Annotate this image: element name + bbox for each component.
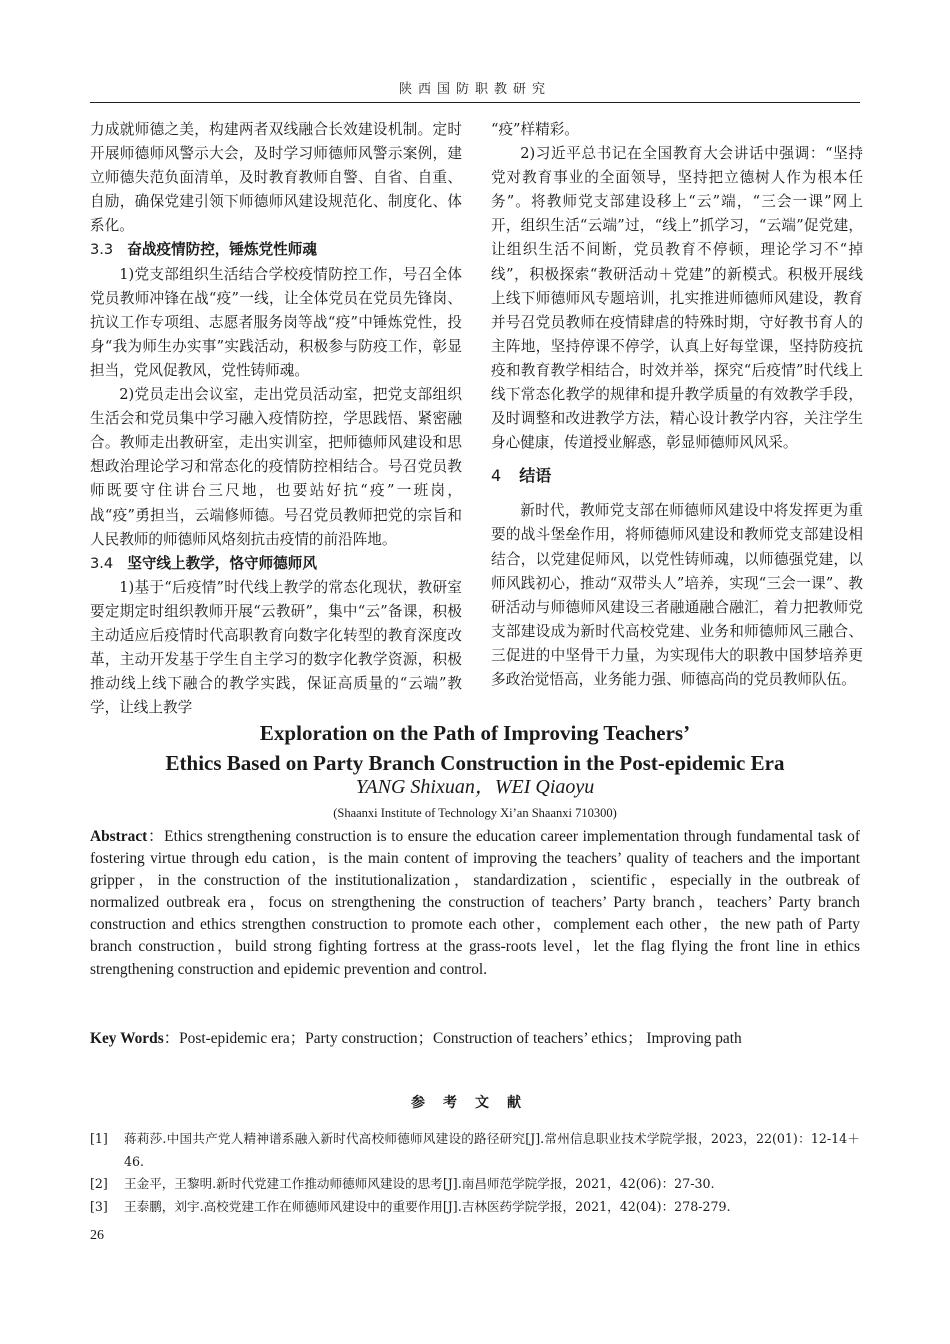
section-number: 3.3 bbox=[90, 241, 114, 259]
english-title bbox=[90, 718, 860, 778]
section-title: 奋战疫情防控，锤炼党性师魂 bbox=[127, 241, 317, 259]
keywords-label: Key Words bbox=[90, 1030, 164, 1047]
paragraph: 新时代，教师党支部在师德师风建设中将发挥更为重要的战斗堡垒作用，将师德师风建设和教师党支部建设相结合，以党建促师风，以党性铸师魂，以师德强党建，以师风践初心，推动“双带头人”培养，实现“三会一课”、教研活动与师德师风建设三者融通融合融汇，着力把教师党支部建设成为新时代高校党建、业务和师德师风三融合、三促进的中坚骨干力量，为实现伟大的职教中国梦培养更多政治觉悟高，业务能力强、师德高尚的党员教师队伍。 bbox=[491, 502, 863, 688]
reference-number: [3] bbox=[90, 1198, 108, 1214]
section-title: 结语 bbox=[519, 466, 552, 486]
abstract-text: ：Ethics strengthening construction is to ensure the education career implementation through fundamental task of fostering virtue through edu cation，is the main content of improving the teachers’ quality of teachers and the important gripper，in the construction of the institutionalization，standardization，scientific，especially in the outbreak of normalized outbreak era，focus on strengthening the construction of teachers’ Party branch，teachers’ Party branch construction and ethics strengthen construction to promote each other，complement each other，the new path of Party branch construction，build strong fighting fortress at the grass-roots level，let the flag flying the front line in ethics strengthening construction and epidemic prevention and control. bbox=[90, 828, 860, 978]
paragraph: 1)党支部组织生活结合学校疫情防控工作，号召全体党员教师冲锋在战“疫”一线，让全体党员在党员先锋岗、抗议工作专项组、志愿者服务岗等战“疫”中锤炼党性，投身“我为师生办实事”实践活动，积极参与防疫工作，彰显担当，党风促教风，党性铸师魂。 bbox=[90, 265, 462, 379]
section-number: 3.4 bbox=[90, 554, 114, 572]
reference-item bbox=[90, 1173, 860, 1196]
english-title-line-1: Exploration on the Path of Improving Teachers’ bbox=[259, 721, 691, 745]
paragraph: “疫”样精彩。 bbox=[491, 121, 579, 138]
reference-number: [2] bbox=[90, 1176, 108, 1191]
paragraph: 2)习近平总书记在全国教育大会讲话中强调：“坚持党对教育事业的全面领导，坚持把立德树人作为根本任务”。将教师党支部建设移上“云”端，“三会一课”网上开，组织生活“云端”过，“线上”抓学习，“云端”促党建，让组织生活不间断，党员教育不停顿，理论学习不“掉线”，积极探索“教研活动＋党建”的新模式。积极开展线上线下师德师风专题培训，扎实推进师德师风建设，教育并号召党员教师在疫情肆虐的特殊时期，守好教书育人的主阵地，坚持停课不停学，认真上好每堂课，坚持防疫抗疫和教育教学相结合，时效并举，探究“后疫情”时代线上线下常态化教学的规律和提升教学质量的有效教学手段，及时调整和改进教学方法，精心设计教学内容，关注学生身心健康，传道授业解惑，彰显师德师风风采。 bbox=[491, 145, 863, 452]
reference-list bbox=[90, 1128, 860, 1218]
english-keywords bbox=[90, 1028, 860, 1050]
english-authors: YANG Shixuan，WEI Qiaoyu bbox=[355, 776, 595, 798]
paragraph: 1)基于“后疫情”时代线上教学的常态化现状，教研室要定期定时组织教师开展“云教研”，集中“云”备课，积极主动适应后疫情时代高职教育向数字化转型的教育深度改革，主动开发基于学生自主学习的数字化教学资源，积极推动线上线下融合的教学实践，保证高质量的“云端”教学，让线上教学 bbox=[90, 578, 462, 717]
reference-text: 王金平，王黎明.新时代党建工作推动师德师风建设的思考[J].南昌师范学院学报，2021，42(06)：27-30. bbox=[124, 1176, 715, 1191]
section-heading-3-4 bbox=[90, 552, 462, 576]
page-number: 26 bbox=[90, 1228, 104, 1243]
section-title: 坚守线上教学，恪守师德师风 bbox=[127, 554, 317, 572]
abstract-label: Abstract bbox=[90, 828, 148, 845]
section-number: 4 bbox=[491, 466, 502, 486]
english-affiliation: (Shaanxi Institute of Technology Xi’an Shaanxi 710300) bbox=[333, 806, 617, 820]
reference-item bbox=[90, 1128, 860, 1173]
reference-number: [1] bbox=[90, 1131, 108, 1146]
keywords-text: ：Post-epidemic era；Party construction；Construction of teachers’ ethics； Improving path bbox=[163, 1030, 742, 1047]
right-column bbox=[491, 118, 863, 692]
references-heading: 参考文献 bbox=[411, 1095, 539, 1111]
english-abstract bbox=[90, 826, 860, 981]
header-divider bbox=[90, 102, 860, 103]
reference-item bbox=[90, 1196, 860, 1219]
section-heading-3-3 bbox=[90, 238, 462, 262]
section-heading-4 bbox=[491, 463, 863, 489]
paragraph: 2)党员走出会议室，走出党员活动室，把党支部组织生活会和党员集中学习融入疫情防控，学思践悟、紧密融合。教师走出教研室，走出实训室，把师德师风建设和思想政治理论学习和常态化的疫情防控相结合。号召党员教师既要守住讲台三尺地，也要站好抗“疫”一班岗，战“疫”勇担当，云端修师德。号召党员教师把党的宗旨和人民教师的师德师风烙刻抗击疫情的前沿阵地。 bbox=[90, 386, 462, 548]
reference-text: 王泰鹏，刘宇.高校党建工作在师德师风建设中的重要作用[J].吉林医药学院学报，2021，42(04)：278-279. bbox=[124, 1198, 731, 1214]
reference-text: 蒋莉莎.中国共产党人精神谱系融入新时代高校师德师风建设的路径研究[J].常州信息职业技术学院学报，2023，22(01)：12-14＋46. bbox=[124, 1131, 860, 1169]
left-column bbox=[90, 118, 462, 720]
journal-title: 陕西国防职教研究 bbox=[398, 82, 551, 97]
paragraph: 力成就师德之美，构建两者双线融合长效建设机制。定时开展师德师风警示大会，及时学习师德师风警示案例，建立师德失范负面清单，及时教育教师自警、自省、自重、自励，确保党建引领下师德师风建设规范化、制度化、体系化。 bbox=[90, 121, 462, 235]
english-title-line-2: Ethics Based on Party Branch Construction in the Post-epidemic Era bbox=[165, 751, 785, 775]
